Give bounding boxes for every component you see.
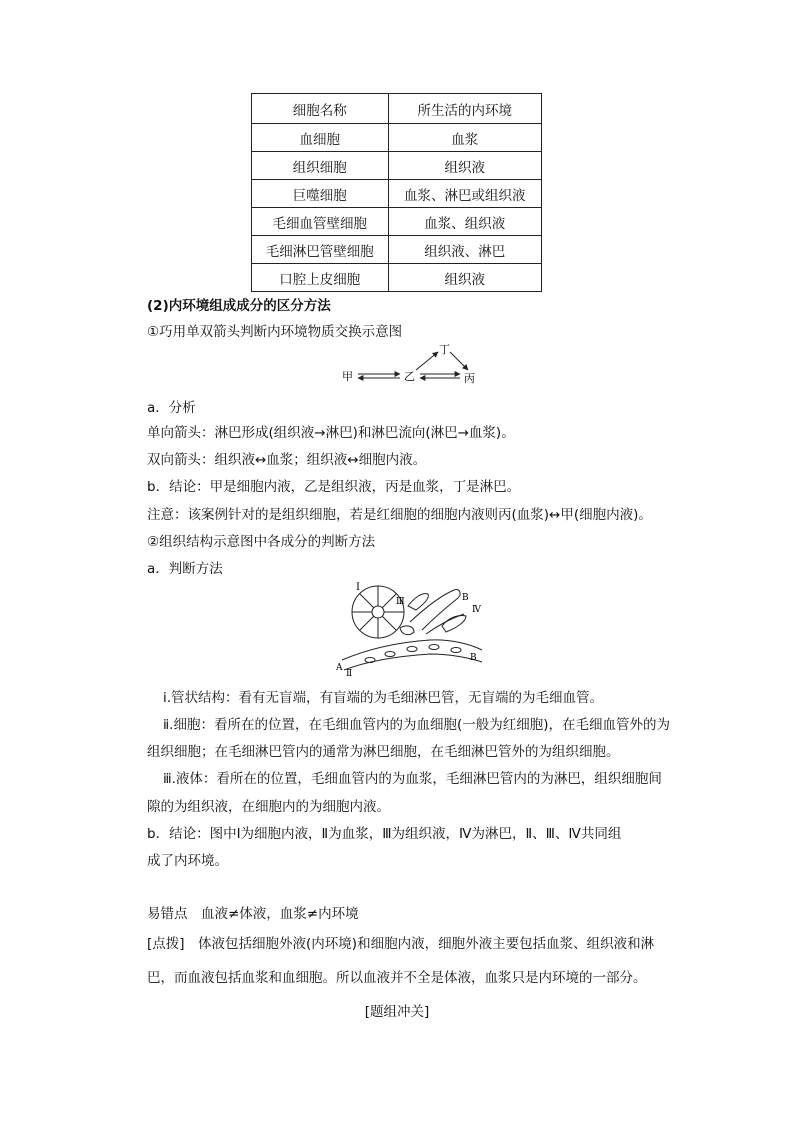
label-I: Ⅰ — [356, 582, 360, 593]
table-row — [252, 208, 542, 236]
footer-heading: [题组冲关] — [364, 1004, 430, 1020]
table-header: 所生活的内环境 — [388, 94, 541, 124]
table-cell: 血浆、组织液 — [388, 208, 541, 236]
table-cell: 毛细淋巴管壁细胞 — [252, 236, 389, 264]
table-cell: 组织液 — [388, 152, 541, 180]
table-row — [252, 152, 542, 180]
error-point-heading: 易错点 血液≠体液，血浆≠内环境 — [147, 906, 359, 922]
table-cell: 毛细血管壁细胞 — [252, 208, 389, 236]
label-yi: 乙 — [404, 370, 415, 383]
item-i: ⅰ.管状结构：看有无盲端，有盲端的为毛细淋巴管，无盲端的为毛细血管。 — [163, 690, 604, 706]
label-ding: 丁 — [439, 343, 450, 356]
label-A: A — [336, 663, 343, 673]
item-ii-line1: ⅱ.细胞：看所在的位置，在毛细血管内的为血细胞(一般为红细胞)，在毛细血管外的为 — [163, 717, 671, 733]
subsection-title: ①巧用单双箭头判断内环境物质交换示意图 — [147, 324, 403, 340]
hint-line2: 巴，而血液包括血浆和血细胞。所以血液并不全是体液，血浆只是内环境的一部分。 — [147, 970, 647, 986]
table-row — [252, 180, 542, 208]
hint-line1: [点拨] 体液包括细胞外液(内环境)和细胞内液，细胞外液主要包括血浆、组织液和淋 — [147, 936, 655, 952]
note-text: 注意：该案例针对的是组织细胞，若是红细胞的细胞内液则丙(血浆)↔甲(细胞内液)。 — [147, 507, 652, 523]
table-cell: 血浆、淋巴或组织液 — [388, 180, 541, 208]
label-II: Ⅱ — [346, 669, 353, 678]
table-cell: 组织细胞 — [252, 152, 389, 180]
tissue-structure-diagram — [330, 578, 490, 678]
table-row — [252, 236, 542, 264]
table-cell: 组织液、淋巴 — [388, 236, 541, 264]
table-row — [252, 264, 542, 292]
cell-environment-table — [251, 93, 542, 292]
table-cell: 口腔上皮细胞 — [252, 264, 389, 292]
table-cell: 组织液 — [388, 264, 541, 292]
subsection-title-2: ②组织结构示意图中各成分的判断方法 — [147, 534, 376, 550]
table-cell: 血细胞 — [252, 124, 389, 152]
table-cell: 巨噬细胞 — [252, 180, 389, 208]
table-header-row — [252, 94, 542, 124]
analysis-heading: a．分析 — [147, 400, 196, 416]
label-bing: 丙 — [464, 372, 475, 385]
label-B-upper: B — [462, 593, 469, 603]
item-ii-line2: 组织细胞；在毛细淋巴管内的通常为淋巴细胞，在毛细淋巴管外的为组织细胞。 — [147, 744, 620, 760]
exchange-diagram — [340, 340, 480, 388]
method-heading: a．判断方法 — [147, 561, 223, 577]
conclusion-1: b．结论：甲是细胞内液，乙是组织液，丙是血浆，丁是淋巴。 — [147, 479, 521, 495]
table-header: 细胞名称 — [252, 94, 389, 124]
double-arrow-text: 双向箭头：组织液↔血浆；组织液↔细胞内液。 — [147, 452, 427, 468]
item-iii-line1: ⅲ.液体：看所在的位置，毛细血管内的为血浆，毛细淋巴管内的为淋巴，组织细胞间 — [163, 771, 662, 787]
table-row — [252, 124, 542, 152]
label-IV: Ⅳ — [472, 605, 481, 615]
label-jia: 甲 — [342, 370, 353, 383]
conclusion-2-line2: 成了内环境。 — [147, 853, 228, 869]
single-arrow-text: 单向箭头：淋巴形成(组织液→淋巴)和淋巴流向(淋巴→血浆)。 — [147, 425, 515, 441]
item-iii-line2: 隙的为组织液，在细胞内的为细胞内液。 — [147, 799, 390, 815]
label-III: Ⅲ — [396, 597, 405, 607]
section-title: (2)内环境组成成分的区分方法 — [147, 298, 331, 314]
conclusion-2-line1: b．结论：图中Ⅰ为细胞内液，Ⅱ为血浆，Ⅲ为组织液，Ⅳ为淋巴，Ⅱ、Ⅲ、Ⅳ共同组 — [147, 826, 622, 842]
table-cell: 血浆 — [388, 124, 541, 152]
label-B-lower: B — [470, 653, 477, 663]
